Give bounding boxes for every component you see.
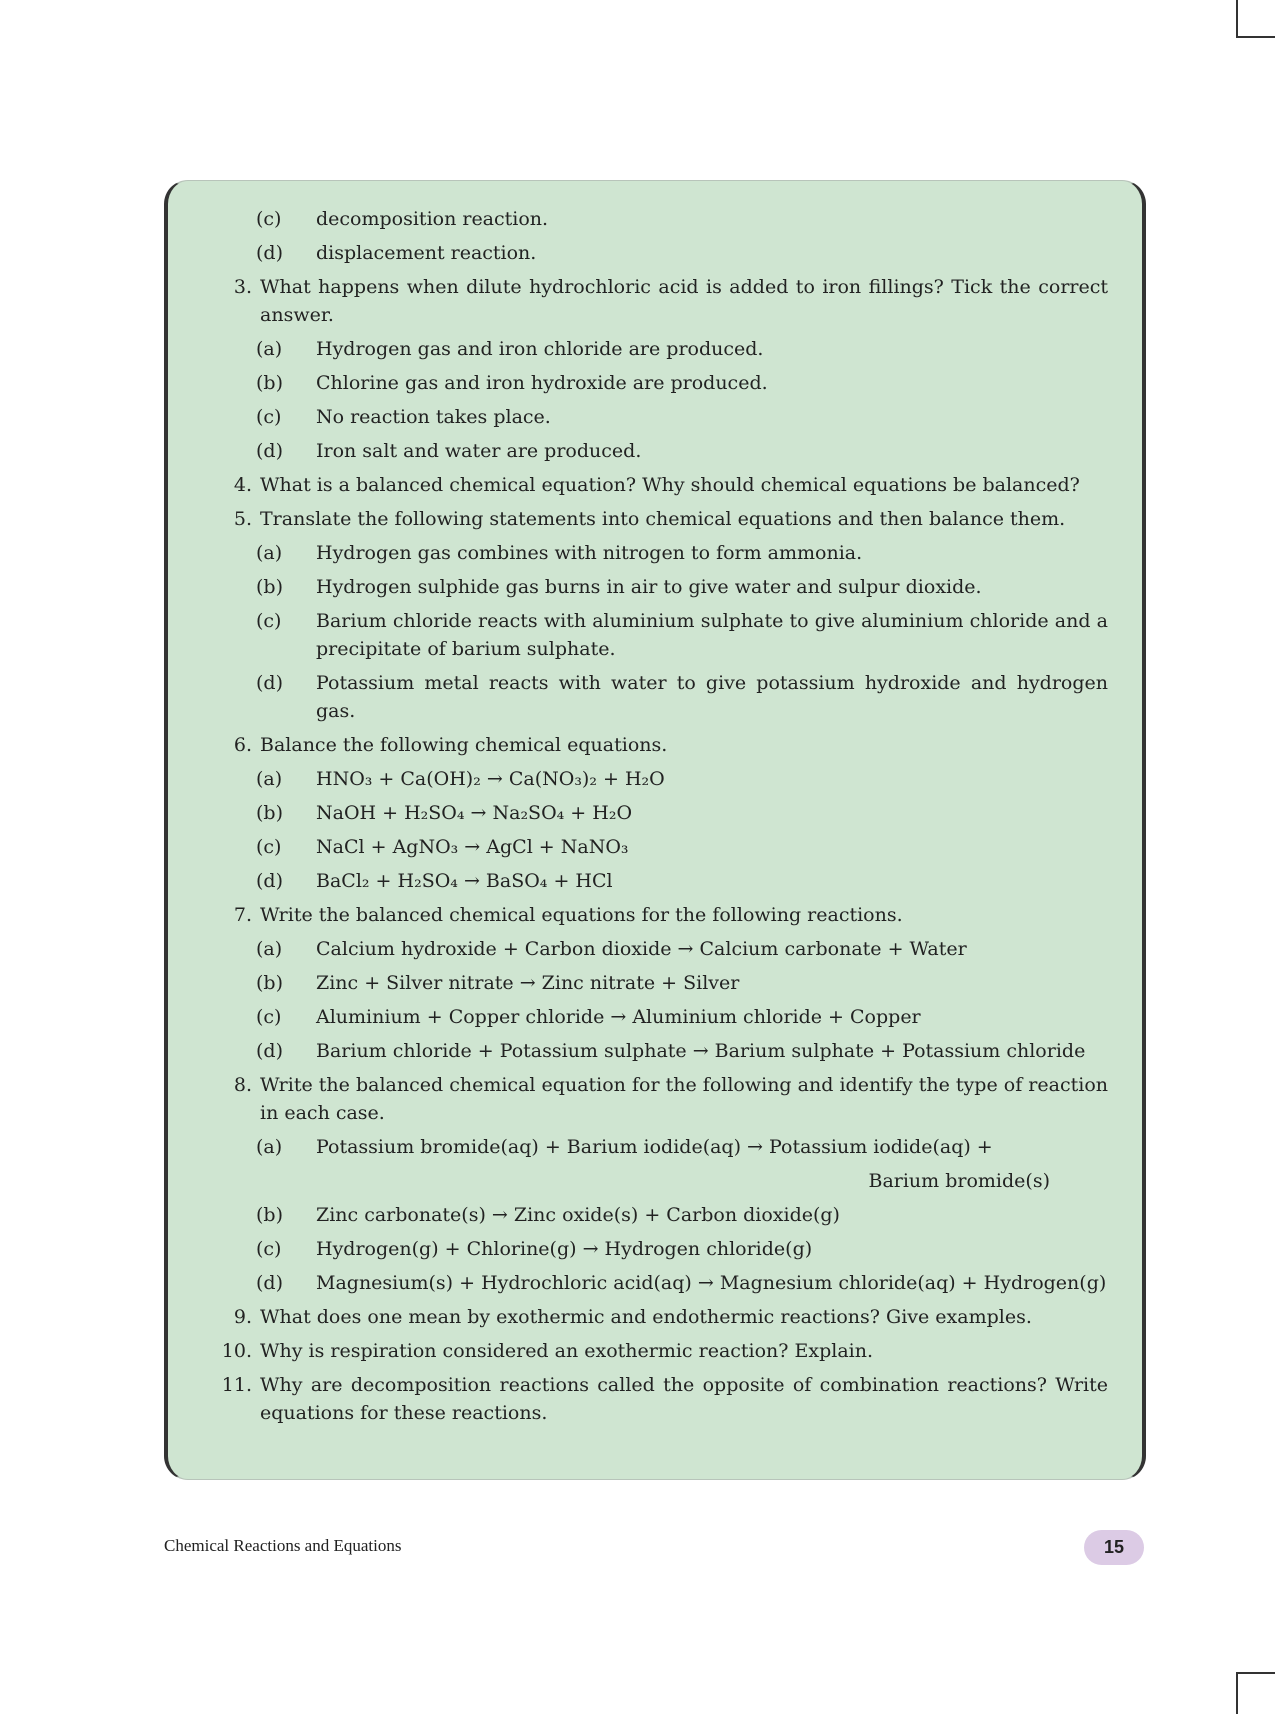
option-label: (c) — [256, 610, 282, 632]
option-text: Calcium hydroxide + Carbon dioxide → Calcium carbonate + Water — [316, 938, 967, 960]
option-label: (b) — [256, 802, 283, 824]
option-label: (d) — [256, 242, 283, 264]
option-text: Iron salt and water are produced. — [316, 440, 642, 462]
option-text: Chlorine gas and iron hydroxide are produced. — [316, 372, 768, 394]
question-text: What happens when dilute hydrochloric acid is added to iron fillings? Tick the correct answer. — [260, 276, 1108, 326]
question-list — [168, 199, 1150, 1427]
option — [168, 403, 1108, 431]
page-number-badge: 15 — [1084, 1530, 1144, 1565]
option-text: NaOH + H₂SO₄ → Na₂SO₄ + H₂O — [316, 802, 633, 824]
question-text: Write the balanced chemical equations for the following reactions. — [260, 904, 903, 926]
option — [168, 239, 1108, 267]
question-number: 6. — [233, 734, 252, 756]
option — [168, 1133, 1108, 1161]
question-text: Why is respiration considered an exothermic reaction? Explain. — [260, 1340, 874, 1362]
option-text: Potassium bromide(aq) + Barium iodide(aq) → Potassium iodide(aq) + — [316, 1136, 993, 1158]
option-text: Potassium metal reacts with water to give potassium hydroxide and hydrogen gas. — [316, 672, 1108, 722]
option — [168, 1003, 1108, 1031]
option-label: (d) — [256, 1040, 283, 1062]
question-number: 11. — [221, 1374, 252, 1396]
question — [168, 1303, 1108, 1331]
option-label: (c) — [256, 1238, 282, 1260]
option — [168, 573, 1108, 601]
question — [168, 505, 1108, 533]
option-label: (d) — [256, 440, 283, 462]
crop-mark-top — [1236, 0, 1275, 38]
question — [168, 1071, 1108, 1127]
option — [168, 833, 1108, 861]
option-label: (d) — [256, 672, 283, 694]
crop-mark-bottom — [1236, 1672, 1275, 1714]
option — [168, 935, 1108, 963]
option-label: (a) — [256, 542, 283, 564]
question — [168, 1337, 1108, 1365]
option-continuation: Barium bromide(s) — [868, 1170, 1050, 1192]
question-number: 4. — [233, 474, 252, 496]
question-number: 9. — [233, 1306, 252, 1328]
option-text: No reaction takes place. — [316, 406, 551, 428]
option-text: Magnesium(s) + Hydrochloric acid(aq) → Magnesium chloride(aq) + Hydrogen(g) — [316, 1272, 1107, 1294]
question-number: 8. — [233, 1074, 252, 1096]
question-text: What does one mean by exothermic and endothermic reactions? Give examples. — [260, 1306, 1032, 1328]
option-label: (a) — [256, 768, 283, 790]
option-text: Hydrogen gas combines with nitrogen to form ammonia. — [316, 542, 863, 564]
question — [168, 901, 1108, 929]
question-number: 3. — [233, 276, 252, 298]
option-label: (b) — [256, 372, 283, 394]
option — [168, 335, 1108, 363]
question — [168, 1371, 1108, 1427]
option — [168, 437, 1108, 465]
question — [168, 273, 1108, 329]
option-label: (c) — [256, 1006, 282, 1028]
question — [168, 731, 1108, 759]
option — [168, 369, 1108, 397]
option-text: Hydrogen sulphide gas burns in air to give water and sulpur dioxide. — [316, 576, 982, 598]
option-label: (a) — [256, 938, 283, 960]
option — [168, 799, 1108, 827]
question-text: Why are decomposition reactions called the opposite of combination reactions? Write equations for these reactions. — [260, 1374, 1108, 1424]
option-label: (b) — [256, 1204, 283, 1226]
option-label: (d) — [256, 870, 283, 892]
question-text: Write the balanced chemical equation for the following and identify the type of reaction in each case. — [260, 1074, 1108, 1124]
question-text: Balance the following chemical equations. — [260, 734, 668, 756]
question-number: 10. — [221, 1340, 252, 1362]
option — [168, 969, 1108, 997]
option — [168, 205, 1108, 233]
option-text: Barium chloride + Potassium sulphate → Barium sulphate + Potassium chloride — [316, 1040, 1086, 1062]
question — [168, 471, 1108, 499]
option-label: (c) — [256, 836, 282, 858]
question-text: What is a balanced chemical equation? Why should chemical equations be balanced? — [260, 474, 1080, 496]
option — [168, 867, 1108, 895]
exercise-box — [164, 180, 1146, 1480]
option-text: decomposition reaction. — [316, 208, 549, 230]
option — [168, 1037, 1108, 1065]
option-label: (b) — [256, 972, 283, 994]
option-text: NaCl + AgNO₃ → AgCl + NaNO₃ — [316, 836, 629, 858]
footer-chapter-title: Chemical Reactions and Equations — [164, 1536, 402, 1555]
option — [168, 669, 1108, 725]
question-number: 7. — [233, 904, 252, 926]
option-text: Zinc carbonate(s) → Zinc oxide(s) + Carbon dioxide(g) — [316, 1204, 840, 1226]
option-text: displacement reaction. — [316, 242, 537, 264]
option-text: Hydrogen(g) + Chlorine(g) → Hydrogen chloride(g) — [316, 1238, 813, 1260]
option — [168, 765, 1108, 793]
option-label: (a) — [256, 338, 283, 360]
option — [168, 1201, 1108, 1229]
option-label: (a) — [256, 1136, 283, 1158]
option-text: Hydrogen gas and iron chloride are produced. — [316, 338, 764, 360]
option-text: Aluminium + Copper chloride → Aluminium chloride + Copper — [316, 1006, 921, 1028]
option — [168, 607, 1108, 663]
option — [168, 539, 1108, 567]
option-text: Zinc + Silver nitrate → Zinc nitrate + Silver — [316, 972, 740, 994]
question-text: Translate the following statements into chemical equations and then balance them. — [260, 508, 1066, 530]
question-number: 5. — [233, 508, 252, 530]
option-label: (c) — [256, 406, 282, 428]
option — [168, 1235, 1108, 1263]
option-text: Barium chloride reacts with aluminium sulphate to give aluminium chloride and a precipitate of barium sulphate. — [316, 610, 1108, 660]
option-text: BaCl₂ + H₂SO₄ → BaSO₄ + HCl — [316, 870, 613, 892]
option — [168, 1269, 1108, 1297]
option-label: (d) — [256, 1272, 283, 1294]
option-label: (c) — [256, 208, 282, 230]
option-label: (b) — [256, 576, 283, 598]
option-text: HNO₃ + Ca(OH)₂ → Ca(NO₃)₂ + H₂O — [316, 768, 665, 790]
